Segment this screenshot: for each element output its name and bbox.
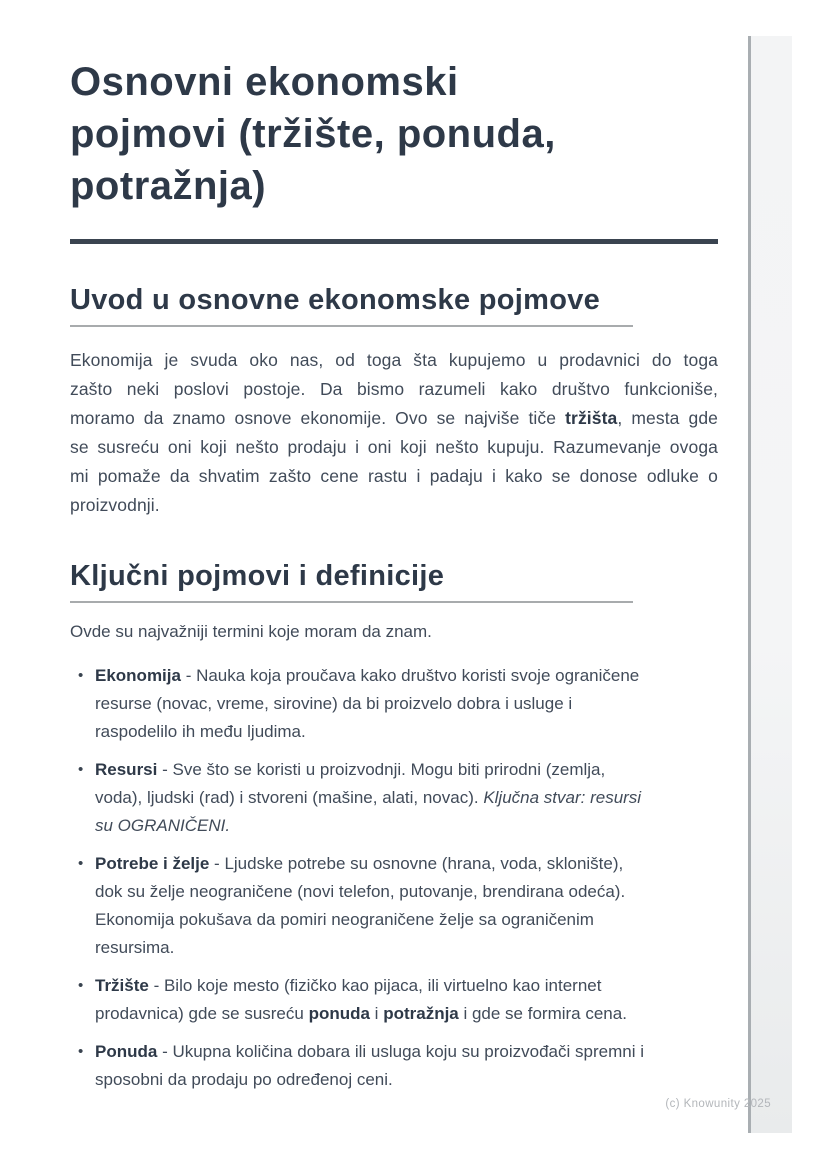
term-item-ponuda xyxy=(70,1038,648,1094)
term-item-text xyxy=(95,662,648,746)
term-definition: Ljudske potrebe su osnovne (hrana, voda, sklonište), dok su želje neograničene (novi telefon, putovanje, brendirana odeća). Ekonomija pokušava da pomiri neograničene želje sa ograničenim resursima. xyxy=(95,854,626,957)
bullet-icon: • xyxy=(78,977,84,994)
term-item-text xyxy=(95,756,648,840)
term-definition: Bilo koje mesto (fizičko kao pijaca, ili virtuelno kao internet prodavnica) gde se susreću xyxy=(95,976,602,1023)
term-definition: Nauka koja proučava kako društvo koristi svoje ograničene resurse (novac, vreme, sirovine) da bi proizvelo dobra i usluge i raspodelilo ih među ljudima. xyxy=(95,666,640,741)
term-item-text xyxy=(95,972,648,1028)
document-content xyxy=(70,56,718,1104)
intro-paragraph-text-2: , mesta gde se susreću oni koji nešto prodaju i oni koji nešto kupuju. Razumevanje ovoga mi pomaže da shvatim zašto cene rastu i padaju i kako se donose odluke o proizvodnji. xyxy=(70,408,718,515)
page-title-line-2: pojmovi (tržište, ponuda, xyxy=(70,112,556,156)
intro-paragraph-text: Ekonomija je svuda oko nas, od toga šta kupujemo u prodavnici do toga zašto neki poslovi postoje. Da bismo razumeli kako društvo funkcioniše, moramo da znamo osnove ekonomije. Ovo se najviše tiče xyxy=(70,350,718,428)
term-item-ekonomija xyxy=(70,662,648,746)
page-title xyxy=(70,56,718,212)
term-name: Ekonomija xyxy=(95,666,181,685)
page-edge-strip xyxy=(748,36,792,1133)
footer-copyright: (c) Knowunity 2025 xyxy=(665,1098,771,1110)
term-definition: Ukupna količina dobara ili usluga koju su proizvođači spremni i sposobni da prodaju po određenoj ceni. xyxy=(95,1042,644,1089)
term-item-text xyxy=(95,850,648,962)
term-name: Ponuda xyxy=(95,1042,158,1061)
title-divider xyxy=(70,239,718,244)
section-divider-terms xyxy=(70,601,633,603)
term-separator: - xyxy=(180,666,197,685)
term-definition-2: i xyxy=(369,1004,384,1023)
section-heading-intro: Uvod u osnovne ekonomske pojmove xyxy=(70,284,601,316)
bullet-icon: • xyxy=(78,1043,84,1060)
term-separator: - xyxy=(148,976,164,995)
term-separator: - xyxy=(157,760,173,779)
term-definition-italic: Ključna stvar: resursi su OGRANIČENI. xyxy=(95,788,642,835)
bullet-icon: • xyxy=(78,667,84,684)
intro-paragraph xyxy=(70,346,718,520)
term-name: Tržište xyxy=(95,976,149,995)
key-terms-list xyxy=(70,662,648,1094)
term-separator: - xyxy=(209,854,225,873)
term-definition-3: i gde se formira cena. xyxy=(458,1004,627,1023)
term-item-text xyxy=(95,1038,648,1094)
term-item-potrebe-i-zelje xyxy=(70,850,648,962)
term-definition: Sve što se koristi u proizvodnji. Mogu biti prirodni (zemlja, voda), ljudski (rad) i stvoreni (mašine, alati, novac). xyxy=(95,760,606,807)
term-name: Potrebe i želje xyxy=(95,854,210,873)
term-emphasis-ponuda: ponuda xyxy=(308,1004,370,1023)
section-divider-intro xyxy=(70,325,633,327)
term-name: Resursi xyxy=(95,760,158,779)
page-title-line-3: potražnja) xyxy=(70,164,267,208)
section-heading-terms: Ključni pojmovi i definicije xyxy=(70,560,445,592)
term-separator: - xyxy=(157,1042,173,1061)
bullet-icon: • xyxy=(78,855,84,872)
term-item-trziste xyxy=(70,972,648,1028)
term-item-resursi xyxy=(70,756,648,840)
intro-emphasis-trzista: tržišta xyxy=(565,408,618,428)
page-title-line-1: Osnovni ekonomski xyxy=(70,60,459,104)
term-emphasis-potraznja: potražnja xyxy=(383,1004,459,1023)
terms-lead-line: Ovde su najvažniji termini koje moram da znam. xyxy=(70,622,432,641)
bullet-icon: • xyxy=(78,761,84,778)
